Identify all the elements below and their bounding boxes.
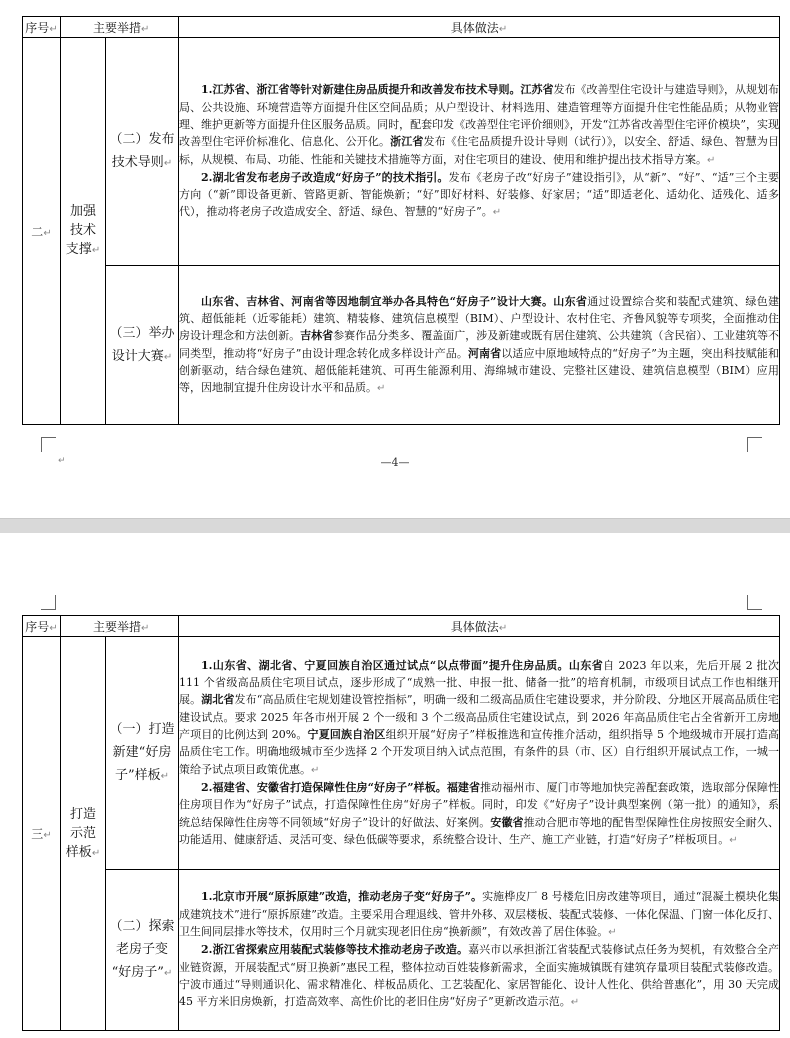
detail-text <box>179 266 780 425</box>
crop-mark <box>747 595 762 610</box>
sub-measure: （二）发布 技术导则↵ <box>106 38 179 266</box>
header-main: 主要举措↵ <box>61 17 179 38</box>
header-main: 主要举措↵ <box>61 616 179 637</box>
section-category: 打造 示范 样板↵ <box>61 637 106 1031</box>
table-header <box>23 17 780 38</box>
header-detail: 具体做法↵ <box>179 616 780 637</box>
measures-table-part2 <box>22 615 780 1031</box>
crop-mark <box>747 437 762 452</box>
header-num: 序号↵ <box>23 616 61 637</box>
table-row <box>23 266 780 425</box>
header-num: 序号↵ <box>23 17 61 38</box>
detail-text <box>179 38 780 266</box>
detail-text <box>179 870 780 1031</box>
table-header <box>23 616 780 637</box>
paragraph: 2.福建省、安徽省打造保障性住房“好房子”样板。福建省推动福州市、厦门市等地加快完善配套政策，选取部分保障性住房项目作为“好房子”试点，打造保障性住房“好房子”样板。同时，印发《“好房子”设计典型案例（第一批）的通知》，系统总结保障性住房等不同领域“好房子”设计的好做法、好案例。安徽省推动合肥市等地的配售型保障性住房按照安全耐久、功能适用、健康舒适、灵活可变、绿色低碳等要求，系统整合设计、生产、施工产业链，打造“好房子”样板项目。↵ <box>179 780 780 846</box>
section-number: 二↵ <box>23 38 61 425</box>
paragraph: 1.江苏省、浙江省等针对新建住房品质提升和改善发布技术导则。江苏省发布《改善型住宅设计与建造导则》，从规划布局、公共设施、环境营造等方面提升住区空间品质；从户型设计、材料选用、建造管理等方面提升住宅性能品质；从物业管理、维护更新等方面提升住区服务品质。同时，配套印发《改善型住宅评价细则》，开发“江苏省改善型住宅评价模块”，实现改善型住宅评价标准化、信息化、公开化。浙江省发布《住宅品质提升设计导则（试行）》，以安全、舒适、绿色、智慧为目标，从规模、布局、功能、性能和关键技术措施等方面，对住宅项目的建设、使用和维护提出技术指导方案。↵ <box>179 83 780 166</box>
header-detail: 具体做法↵ <box>179 17 780 38</box>
sub-measure: （一）打造 新建“好房 子”样板↵ <box>106 637 179 870</box>
section-number: 三↵ <box>23 637 61 1031</box>
paragraph: 2.浙江省探索应用装配式装修等技术推动老房子改造。嘉兴市以承担浙江省装配式装修试点任务为契机，有效整合全产业链资源，开展装配式“厨卫换新”惠民工程，整体拉动百姓装修新需求，全面实施城镇既有建筑存量项目装配式装修改造。宁波市通过“导则通识化、需求精准化、样板品质化、工艺装配化、家居智能化、设计人性化、供给普惠化”，用 30 天完成 45 平方米旧房焕新，打造高效率、高性价比的老旧住房“好房子”更新改造示范。↵ <box>179 943 779 1009</box>
measures-table-part1 <box>22 16 780 425</box>
paragraph: 1.北京市开展“原拆原建”改造，推动老房子变“好房子”。实施桦皮厂 8 号楼危旧房改建等项目，通过“混凝土模块化集成建筑技术”进行“原拆原建”改造。主要采用合理退线、管井外移、双层楼板、装配式装修、一体化保温、门窗一体化反打、卫生间同层排水等技术，仅用时三个月就实现老旧住房“换新颜”，有效改善了居住体验。↵ <box>179 890 779 939</box>
page-upper <box>0 0 790 518</box>
page-number: —4— <box>380 456 410 469</box>
crop-mark <box>41 595 56 610</box>
paragraph: 2.湖北省发布老房子改造成“好房子”的技术指引。发布《老房子改“好房子”建设指引》，从“新”、“好”、“适”三个主要方向（“新”即设备更新、管路更新、智能焕新；“好”即好材料、好装修、好家居；“适”即适老化、适幼化、适残化、适多代），推动将老房子改造成安全、舒适、绿色、智慧的“好房子”。↵ <box>179 170 779 219</box>
table-row <box>23 637 780 870</box>
detail-text <box>179 637 780 870</box>
paragraph-mark: ↵ <box>58 456 66 466</box>
table-row <box>23 38 780 266</box>
section-category: 加强 技术 支撑↵ <box>61 38 106 425</box>
paragraph: 1.山东省、湖北省、宁夏回族自治区通过试点“以点带面”提升住房品质。山东省自 2023 年以来，先后开展 2 批次 111 个省级高品质住宅项目试点，逐步形成了“成熟一批、申报一批、储备一批”的培育机制，市级项目试点工作也相继开展。湖北省发布“高品质住宅规划建设管控指标”，明确一级和二级高品质住宅建设要求，并分阶段、分地区开展高品质住宅建设试点。要求 2025 年各市州开展 2 个一级和 3 个二级高品质住宅建设试点，到 2026 年高品质住宅占全省新开工房地产项目的比例达到 20%。宁夏回族自治区组织开展“好房子”样板推选和宣传推介活动，组织指导 5 个地级城市开展打造高品质住宅工作。明确地级城市至少选择 2 个开发项目纳入试点范围，有条件的县（市、区）自行组织开展试点工作，一城一策给予试点项目政策优惠。↵ <box>179 658 780 776</box>
paragraph: 山东省、吉林省、河南省等因地制宜举办各具特色“好房子”设计大赛。山东省通过设置综合奖和装配式建筑、绿色建筑、超低能耗（近零能耗）建筑、精装修、建筑信息模型（BIM）、户型设计、农村住宅、齐鲁风貌等专项奖，全面推动住房设计理念和方法创新。吉林省参赛作品分类多、覆盖面广，涉及新建或既有居住建筑、公共建筑（含民宿）、工业建筑等不同类型，推动将“好房子”由设计理念转化成多样设计产品。河南省以适应中原地域特点的“好房子”为主题，突出科技赋能和创新驱动，结合绿色建筑、超低能耗建筑、可再生能源利用、海绵城市建设、完整社区建设、建筑信息模型（BIM）应用等，因地制宜提升住房设计水平和品质。↵ <box>179 294 780 395</box>
crop-mark <box>41 437 56 452</box>
page-gap <box>0 518 790 534</box>
sub-measure: （二）探索 老房子变 “好房子”↵ <box>106 870 179 1031</box>
table-row <box>23 870 780 1031</box>
sub-measure: （三）举办 设计大赛↵ <box>106 266 179 425</box>
page-lower <box>0 533 790 1038</box>
